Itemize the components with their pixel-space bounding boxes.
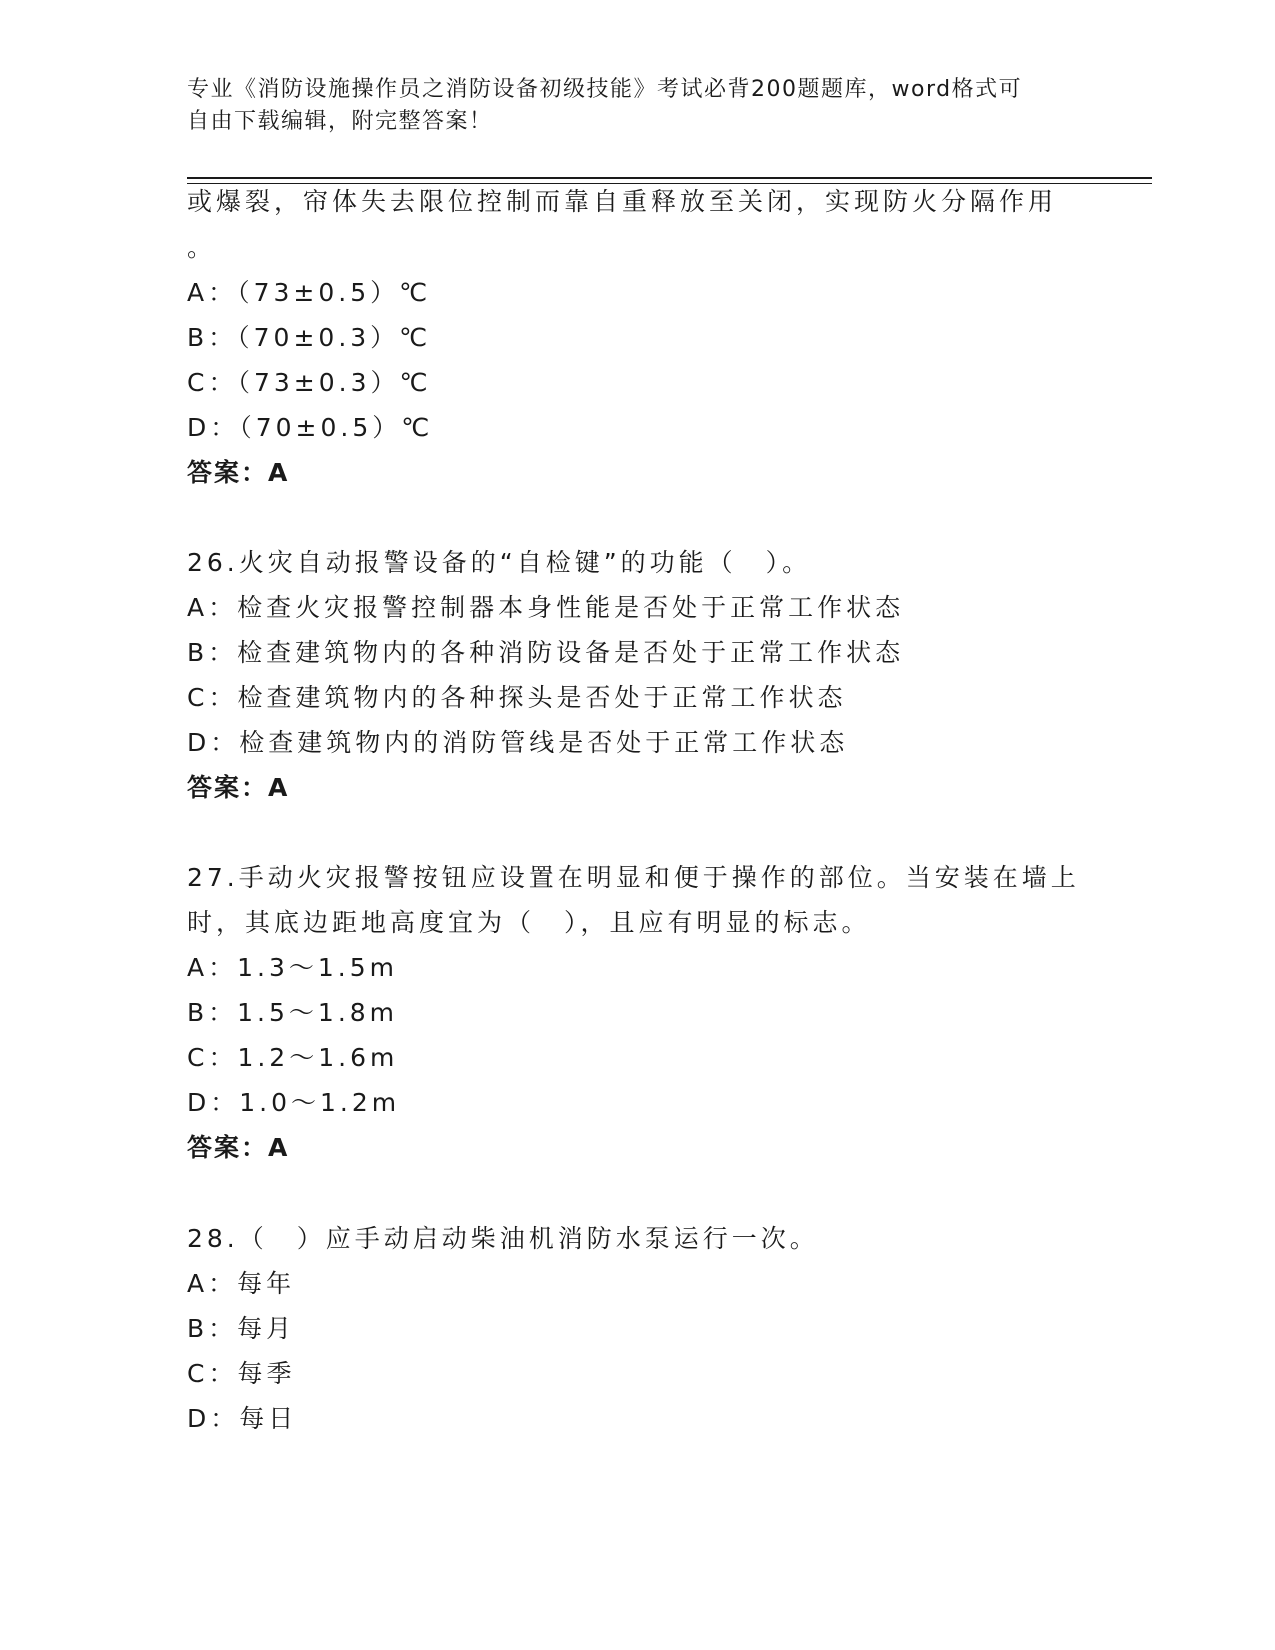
q25-option-a: A：（73±0.5）℃ xyxy=(187,278,432,307)
q27-option-a: A：1.3～1.5m xyxy=(187,953,398,982)
q26-option-d: D：检查建筑物内的消防管线是否处于正常工作状态 xyxy=(187,728,849,757)
q28-option-c: C：每季 xyxy=(187,1359,296,1388)
q27-answer: 答案：A xyxy=(187,1133,290,1162)
q25-option-c: C：（73±0.3）℃ xyxy=(187,368,432,397)
q28-stem: 28.（ ）应手动启动柴油机消防水泵运行一次。 xyxy=(187,1224,819,1253)
q28-option-b: B：每月 xyxy=(187,1314,296,1343)
q26-stem: 26.火灾自动报警设备的“自检键”的功能（ ）。 xyxy=(187,548,812,577)
q26-option-a: A：检查火灾报警控制器本身性能是否处于正常工作状态 xyxy=(187,593,905,622)
q26-answer: 答案：A xyxy=(187,773,290,802)
header-title-line-1: 专业《消防设施操作员之消防设备初级技能》考试必背200题题库，word格式可 xyxy=(187,77,1023,102)
q27-stem-line-1: 27.手动火灾报警按钮应设置在明显和便于操作的部位。当安装在墙上 xyxy=(187,863,1080,892)
q25-option-b: B：（70±0.3）℃ xyxy=(187,323,432,352)
q26-option-b: B：检查建筑物内的各种消防设备是否处于正常工作状态 xyxy=(187,638,905,667)
document-header xyxy=(187,74,1087,138)
header-rule-thick xyxy=(187,177,1152,179)
header-rule-thin xyxy=(187,183,1152,184)
q25-stem-end: 。 xyxy=(187,233,217,262)
header-title-line-2: 自由下载编辑，附完整答案！ xyxy=(187,109,493,134)
q25-option-d: D：（70±0.5）℃ xyxy=(187,413,434,442)
q26-option-c: C：检查建筑物内的各种探头是否处于正常工作状态 xyxy=(187,683,847,712)
q25-stem-tail: 或爆裂，帘体失去限位控制而靠自重释放至关闭，实现防火分隔作用 xyxy=(187,187,1058,216)
q27-option-b: B：1.5～1.8m xyxy=(187,998,399,1027)
q27-option-d: D：1.0～1.2m xyxy=(187,1088,401,1117)
q28-option-a: A：每年 xyxy=(187,1269,296,1298)
q28-option-d: D：每日 xyxy=(187,1404,298,1433)
q25-answer: 答案：A xyxy=(187,458,290,487)
q27-option-c: C：1.2～1.6m xyxy=(187,1043,399,1072)
q27-stem-line-2: 时，其底边距地高度宜为（ ），且应有明显的标志。 xyxy=(187,908,871,937)
